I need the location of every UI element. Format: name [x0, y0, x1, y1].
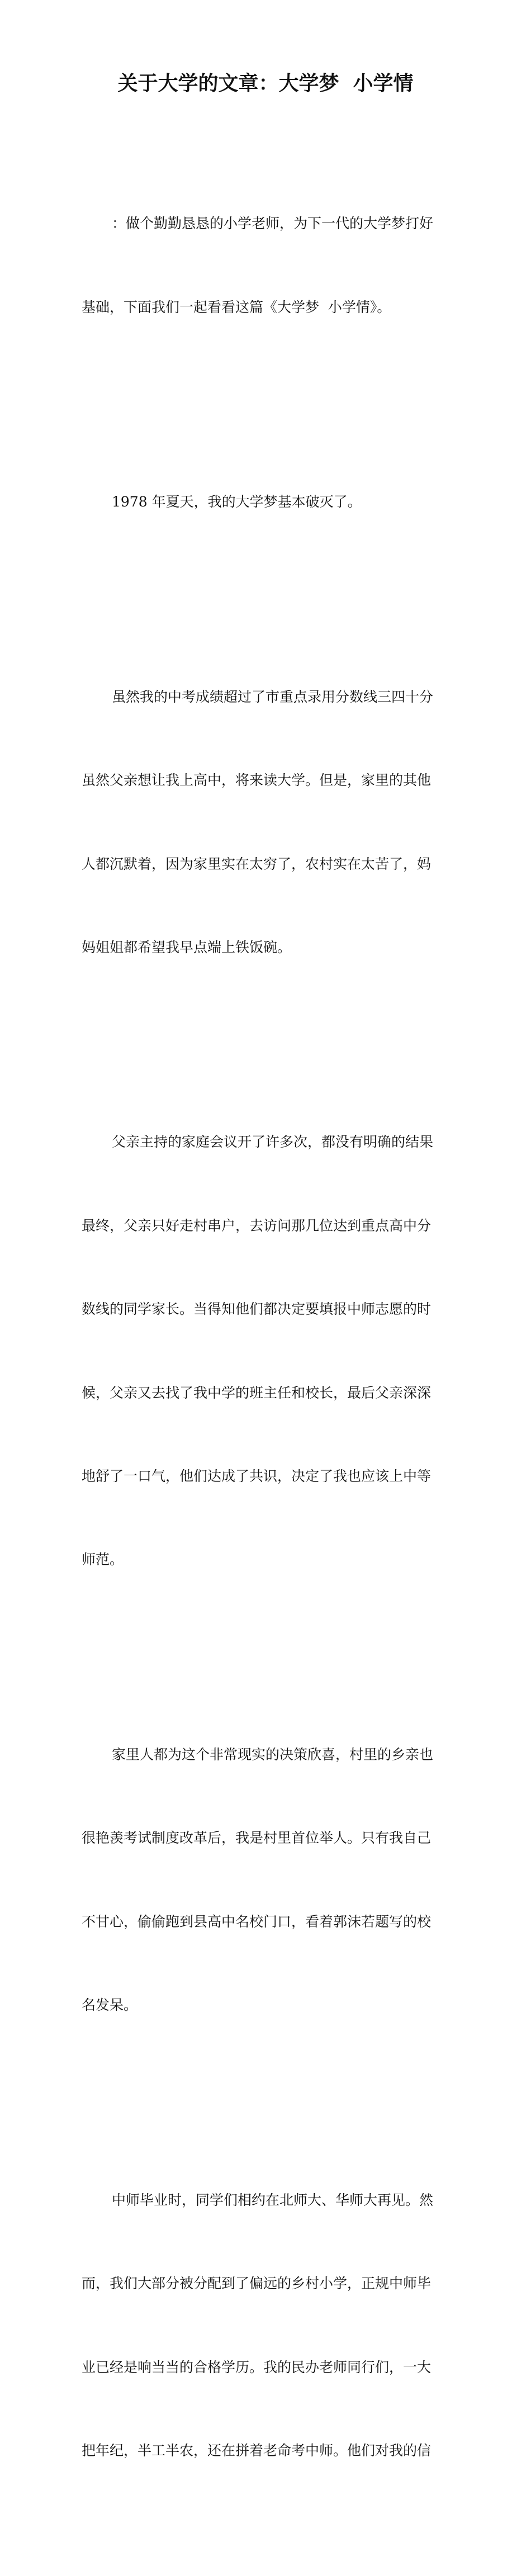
paragraph-line: 中师毕业时，同学们相约在北师大、华师大再见。然 — [112, 2191, 434, 2208]
paragraph-line: 最终，父亲只好走村串户，去访问那几位达到重点高中分 — [82, 1217, 432, 1234]
document-title: 关于大学的文章：大学梦 小学情 — [117, 72, 414, 95]
paragraph-line: 而，我们大部分被分配到了偏远的乡村小学，正规中师毕 — [82, 2275, 432, 2292]
paragraph-line: 虽然我的中考成绩超过了市重点录用分数线三四十分 — [112, 688, 434, 705]
paragraph-line: 不甘心，偷偷跑到县高中名校门口，看着郭沫若题写的校 — [82, 1913, 432, 1930]
paragraph-line: 数线的同学家长。当得知他们都决定要填报中师志愿的时 — [82, 1301, 432, 1318]
paragraph-line: 把年纪，半工半农，还在拼着老命考中师。他们对我的信 — [82, 2442, 432, 2459]
paragraph-line: ：做个勤勤恳恳的小学老师，为下一代的大学梦打好 — [112, 215, 434, 232]
paragraph-line: 1978 年夏天，我的大学梦基本破灭了。 — [112, 494, 362, 510]
paragraph-line: 业已经是响当当的合格学历。我的民办老师同行们，一大 — [82, 2359, 432, 2375]
paragraph — [82, 627, 451, 1017]
paragraph-line: 家里人都为这个非常现实的决策欣喜，村里的乡亲也 — [112, 1746, 434, 1763]
paragraph-line: 基础，下面我们一起看看这篇《大学梦 小学情》。 — [82, 299, 391, 315]
paragraph — [82, 433, 451, 572]
paragraph — [82, 2130, 451, 2520]
paragraph-line: 妈姐姐都希望我早点端上铁饭碗。 — [82, 939, 292, 955]
paragraph-line: 候，父亲又去找了我中学的班主任和校长，最后父亲深深 — [82, 1384, 432, 1401]
paragraph-line: 人都沉默着，因为家里实在太穷了，农村实在太苦了，妈 — [82, 855, 432, 872]
paragraph-intro — [82, 154, 451, 377]
paragraph-line: 很艳羡考试制度改革后，我是村里首位举人。只有我自己 — [82, 1830, 432, 1846]
paragraph-line: 地舒了一口气，他们达成了共识，决定了我也应该上中等 — [82, 1468, 432, 1485]
paragraph — [82, 1685, 451, 2075]
paragraph-line: 虽然父亲想让我上高中，将来读大学。但是，家里的其他 — [82, 772, 432, 789]
paragraph-line: 师范。 — [82, 1551, 124, 1568]
paragraph-line: 父亲主持的家庭会议开了许多次，都没有明确的结果 — [112, 1134, 434, 1150]
document-body — [82, 98, 451, 2576]
paragraph-line: 名发呆。 — [82, 1997, 138, 2014]
paragraph — [82, 1073, 451, 1630]
